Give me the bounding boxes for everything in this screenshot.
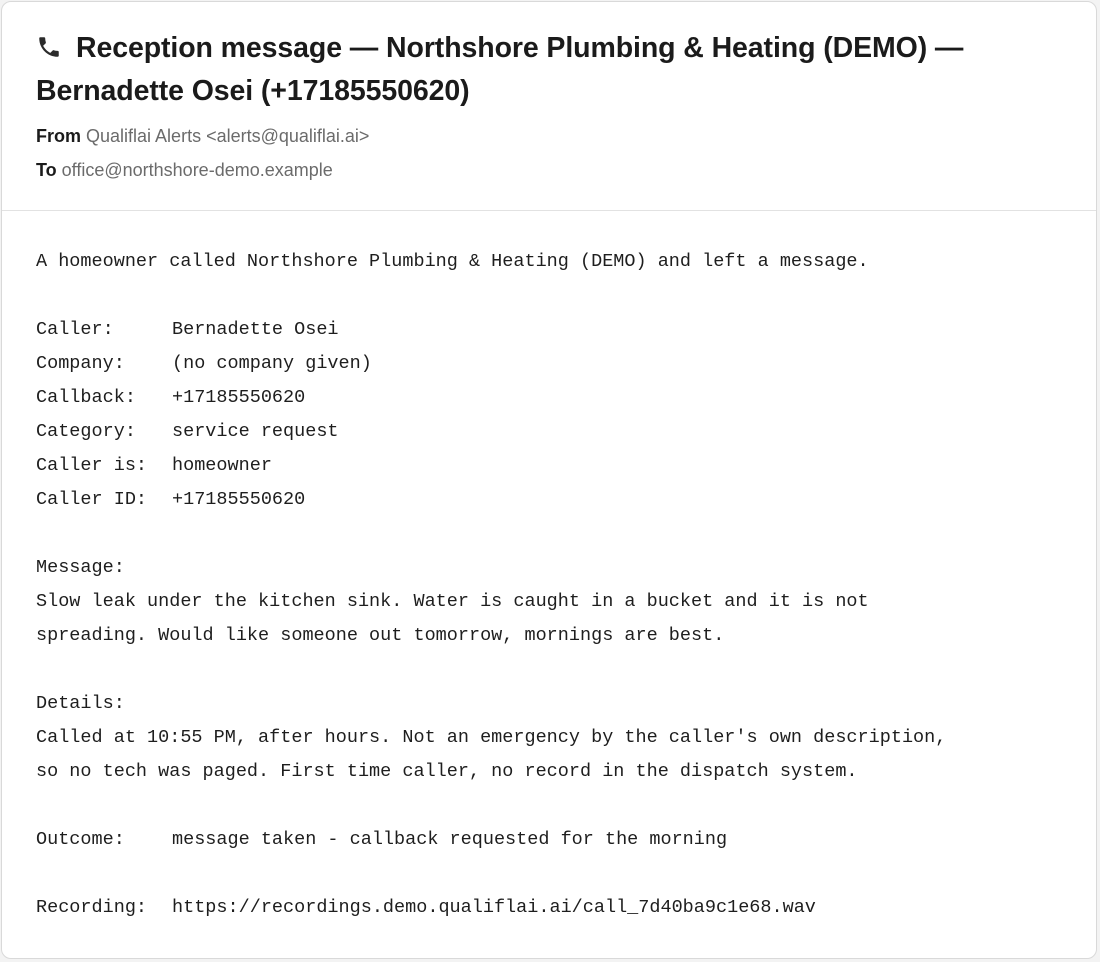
email-body (2, 211, 1096, 925)
from-value[interactable]: Qualiflai Alerts <alerts@qualiflai.ai> (86, 126, 370, 146)
from-label: From (36, 126, 81, 146)
field-caller (36, 313, 1062, 347)
email-card (1, 1, 1097, 959)
to-row (36, 153, 1062, 187)
field-label: Caller: (36, 319, 114, 340)
outcome-label: Outcome: (36, 829, 125, 850)
phone-icon (36, 31, 66, 71)
recording-label: Recording: (36, 897, 148, 918)
message-line: spreading. Would like someone out tomorrow, mornings are best. (36, 625, 725, 646)
field-callback (36, 381, 1062, 415)
field-caller-is (36, 449, 1062, 483)
field-value: Bernadette Osei (172, 319, 339, 340)
from-row (36, 119, 1062, 153)
field-company (36, 347, 1062, 381)
field-value: +17185550620 (172, 387, 306, 408)
field-label: Company: (36, 353, 125, 374)
field-label: Callback: (36, 387, 136, 408)
details-line: Called at 10:55 PM, after hours. Not an emergency by the caller's own description, (36, 727, 947, 748)
field-value: homeowner (172, 455, 272, 476)
details-line: so no tech was paged. First time caller, no record in the dispatch system. (36, 761, 858, 782)
subject-line-2: Bernadette Osei (+17185550620) (36, 75, 470, 107)
field-label: Caller ID: (36, 489, 148, 510)
email-subject (36, 28, 1062, 111)
message-heading: Message: (36, 557, 125, 578)
field-value: service request (172, 421, 339, 442)
field-label: Caller is: (36, 455, 148, 476)
outcome-row (36, 823, 1062, 857)
field-value: +17185550620 (172, 489, 306, 510)
message-line: Slow leak under the kitchen sink. Water is caught in a bucket and it is not (36, 591, 869, 612)
field-caller-id (36, 483, 1062, 517)
field-label: Category: (36, 421, 136, 442)
field-category (36, 415, 1062, 449)
to-label: To (36, 160, 57, 180)
to-value[interactable]: office@northshore-demo.example (61, 160, 333, 180)
outcome-value: message taken - callback requested for the morning (172, 829, 728, 850)
subject-line-1: Reception message — Northshore Plumbing & Heating (DEMO) — (76, 32, 964, 64)
email-meta (36, 119, 1062, 187)
field-value: (no company given) (172, 353, 372, 374)
recording-row (36, 891, 1062, 925)
email-header (2, 2, 1096, 211)
details-heading: Details: (36, 693, 125, 714)
intro-text: A homeowner called Northshore Plumbing & Heating (DEMO) and left a message. (36, 251, 869, 272)
recording-link[interactable]: https://recordings.demo.qualiflai.ai/call_7d40ba9c1e68.wav (172, 897, 816, 918)
